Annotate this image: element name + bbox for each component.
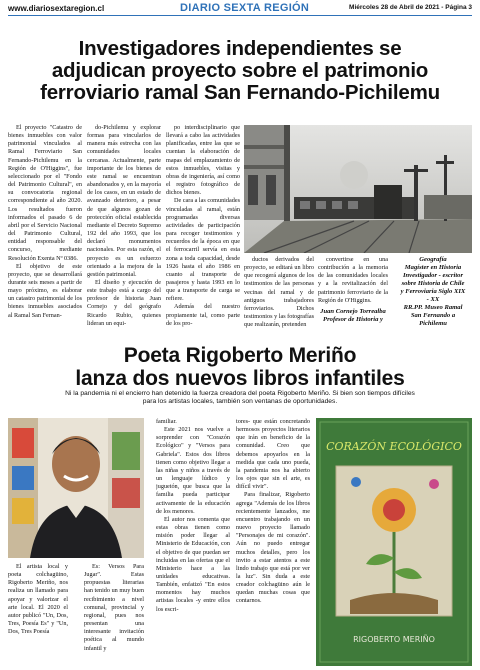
- book-author: RIGOBERTO MERIÑO: [353, 635, 435, 644]
- article1-headline-line1: Investigadores independientes se: [78, 37, 402, 60]
- signature-line: Profesor de Historia y: [323, 316, 383, 323]
- newspaper-name: DIARIO SEXTA REGIÓN: [180, 2, 310, 14]
- signature-line: Juan Cornejo Torrealba: [320, 308, 386, 315]
- credential-line: Investigador - escritor: [402, 272, 464, 279]
- paragraph: El autor nos comenta que estas obras tienen como misión poder llegar al Ministerio de Educación, con el objetivo de que puedan ser incluidas en las ofertas que el Ministerio hace a las unidades educativas. También, enfatizó "En estos momentos hay muchos artistas locales -y entre ellos los escri-: [156, 515, 230, 613]
- credential-line: y Ferroviaria Siglo XIX: [400, 288, 466, 295]
- article1-column-3: [166, 124, 240, 336]
- header-rule: [8, 15, 472, 16]
- article1-column-5: [318, 256, 388, 306]
- paragraph: ductos derivados del proyecto, se editará un libro que recogerá algunos de los testimonios de las personas vecinas del ramal y de antiguos trabajadores ferroviarios. Dichos testimonios y las fotografías que realizarán, pretenden: [244, 256, 314, 329]
- issue-date-page: Miércoles 28 de Abril de 2021 - Página 3: [349, 4, 472, 11]
- paragraph: Para finalizar, Rigoberto agrega "Además de los libros recientemente lanzados, me encuentro trabajando en un nuevo proyecto llamado "Personajes de mi corazón". Aún no puedo entregar muchos detalles, pero los invito a estar atentos a este lindo trabajo que está por ver la luz". Sin duda a este creador colchagüino aún le quedan muchas cosas que contarnos.: [236, 491, 310, 605]
- article2-subheading: [8, 390, 472, 406]
- paragraph: do-Pichilemu y explorar formas para vincularlos de manera más estrecha con las comunidades locales cercanas. Actualmente, parte importante de los bienes de este ramal se encuentran abandonados y, en la mayoría de los casos, en un estado de avanzado deterioro, a pesar de que algunos gozan de protección oficial establecida mediante el Decreto Supremo 192 del año 1993, que los declaró monumentos nacionales. Por esta razón, el proyecto es un esfuerzo orientado a la mejora de la gestión patrimonial.: [87, 124, 161, 278]
- article2-headline-line2: lanza dos nuevos libros infantiles: [75, 367, 405, 390]
- article2-headline-line1: Poeta Rigoberto Meriño: [123, 344, 357, 367]
- paragraph: Es: Versos Para Jugar". Estas propuestas literarias han tenido un muy buen recibimiento a nivel comunal, provincial y regional, pues nos presentan una interesante invitación poética al mundo infantil y: [84, 563, 144, 652]
- article2-column-1a: [8, 563, 68, 668]
- paragraph: El diseño y ejecución de este trabajo está a cargo del profesor de historia Juan Cornejo y del geógrafo Ricardo Rubio, quienes lideran un equi-: [87, 278, 161, 327]
- paragraph: El proyecto "Catastro de bienes inmuebles con valor patrimonial vinculados al Ramal Ferroviario San Fernando-Pichilemu en la Región de O'Higgins", fue seleccionado por el "Fondo del Patrimonio Cultural", en su convocatoria regional correspondiente al año 2020. Los resultados fueron informados el pasado 6 de abril por el Servicio Nacional del Patrimonio Cultural, entidad responsable del concurso, mediante Resolución Exenta Nº 0386.: [8, 124, 82, 262]
- paragraph: El artista local y poeta colchagüino, Rigoberto Meriño, nos realiza un llamado para apoyar y valorizar el arte local. El 2020 el autor publicó "Un, Dos, Tres, Poesía Es" y "Un, Dos, Tres Poesía: [8, 563, 68, 636]
- credential-line: Magíster en Historia: [404, 264, 462, 271]
- paragraph: po interdisciplinario que llevará a cabo las actividades planificadas, entre las que se cuentan la elaboración de mapas del emplazamiento de estos inmuebles, visitas y obras de ingeniería, así como el registro fotográfico de dichos bienes.: [166, 124, 240, 197]
- paragraph: De cara a las comunidades vinculadas al ramal, están programadas diversas actividades de participación para recoger testimonios y recuerdos de la época en que el ferrocarril servía en esta zona a toda capacidad, desde 1926 hasta el año 1986 en cuanto al transporte de pasajeros y hasta 1993 en lo que a transporte de carga se refiere.: [166, 197, 240, 303]
- credential-line: San Fernando a: [410, 312, 456, 319]
- paragraph: Este 2021 nos vuelve a sorprender con "Corazón Ecológico" y "Versos para Gabriela". Estos dos libros tienen como objetivo llegar a las niñas y niños a través de un lenguaje lúdico y juguetón, que busca que la familia pueda participar activamente de la educación de los menores.: [156, 426, 230, 515]
- book-title: CORAZÓN ECOLÓGICO: [326, 440, 462, 453]
- author-credentials: [394, 256, 472, 328]
- paragraph: tores- que están concretando hermosos proyectos literarios que irán en beneficio de la comunidad. Creo que debemos apoyarlos en la medida que cada uno pueda, la pandemia nos ha abierto los ojos que sin el arte, es difícil vivir".: [236, 418, 310, 491]
- website-url: www.diariosextaregion.cl: [8, 4, 105, 13]
- paragraph: familiar.: [156, 418, 177, 425]
- credential-line: sobre Historia de Chile: [401, 280, 465, 287]
- paragraph: El objetivo de este proyecto, que se desarrollará durante seis meses a partir de mayo próximo, es elaborar un catastro patrimonial de los bienes inmuebles asociados al Ramal San Fernan-: [8, 262, 82, 319]
- article2-column-3: [236, 418, 310, 668]
- paragraph: Además del nuestro propiamente tal, como parte de los pro-: [166, 303, 240, 327]
- poet-portrait-photo: [8, 418, 144, 558]
- train-station-photo: [244, 125, 472, 253]
- paragraph: convertirse en una contribución a la memoria de las comunidades locales y a la revitalización del patrimonio ferroviario de la Región de O'Higgins.: [318, 256, 388, 304]
- credential-line: RR.PP. Museo Ramal: [403, 304, 463, 311]
- credential-line: Pichilemu: [419, 320, 447, 327]
- article1-headline-line3: ferroviario ramal San Fernando-Pichilemu: [40, 81, 440, 104]
- subheading-line: Ni la pandemia ni el encierro han detenido la fuerza creadora del poeta Rigoberto Meriño. Si bien son tiempos difíciles: [65, 390, 415, 397]
- article1-headline-line2: adjudican proyecto sobre el patrimonio: [51, 59, 429, 82]
- article1-column-2: [87, 124, 161, 336]
- credential-line: - XX: [426, 296, 440, 303]
- book-cover-image: [316, 418, 472, 666]
- article1-signature: [318, 308, 388, 324]
- credential-line: Geografía: [419, 256, 447, 263]
- article1-column-4: [244, 256, 314, 336]
- article2-column-1b: [84, 563, 144, 668]
- article1-column-1: [8, 124, 82, 336]
- article2-column-2: [156, 418, 230, 668]
- subheading-line: para los artistas locales, también son ventanas de oportunidades.: [142, 398, 338, 405]
